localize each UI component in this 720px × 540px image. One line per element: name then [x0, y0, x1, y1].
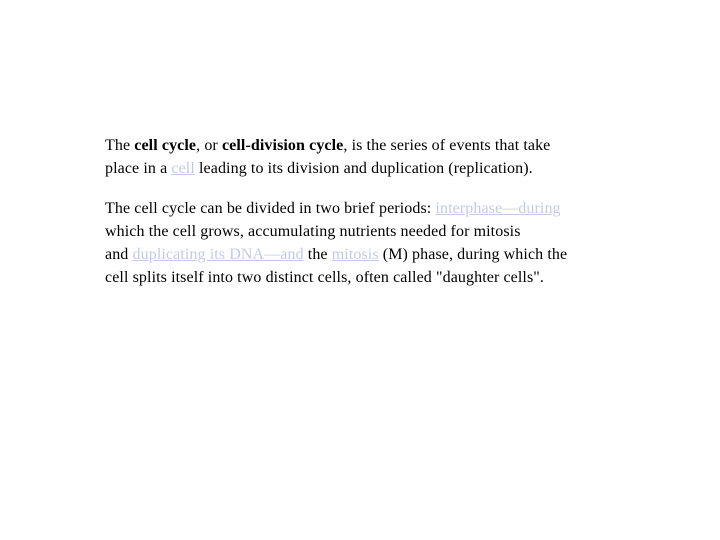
text-line	[105, 243, 665, 266]
link-cell[interactable]: cell	[171, 160, 195, 177]
paragraph-phases	[105, 197, 665, 289]
document-body	[105, 134, 665, 289]
text: the	[303, 246, 332, 263]
term-cell-cycle: cell cycle	[134, 137, 197, 154]
text-line	[105, 220, 665, 243]
text-line	[105, 197, 665, 220]
text-line	[105, 134, 665, 157]
text: , or	[196, 137, 222, 154]
link-duplicating-dna[interactable]: duplicating its DNA—and	[132, 246, 304, 263]
text: and	[105, 246, 133, 263]
link-interphase[interactable]: interphase—during	[435, 200, 561, 217]
text: (M) phase, during which the	[378, 246, 568, 263]
text: The cell cycle can be divided in two brief periods:	[105, 200, 436, 217]
text: place in a	[105, 160, 172, 177]
text: The	[105, 137, 135, 154]
text-line	[105, 157, 665, 180]
text: cell splits itself into two distinct cells, often called "daughter cells".	[105, 269, 545, 286]
paragraph-definition	[105, 134, 665, 180]
text-line	[105, 266, 665, 289]
text: which the cell grows, accumulating nutrients needed for mitosis	[105, 223, 521, 240]
link-mitosis[interactable]: mitosis	[331, 246, 379, 263]
text: , is the series of events that take	[343, 137, 551, 154]
text: leading to its division and duplication (replication).	[194, 160, 533, 177]
term-cell-division-cycle: cell-division cycle	[221, 137, 344, 154]
